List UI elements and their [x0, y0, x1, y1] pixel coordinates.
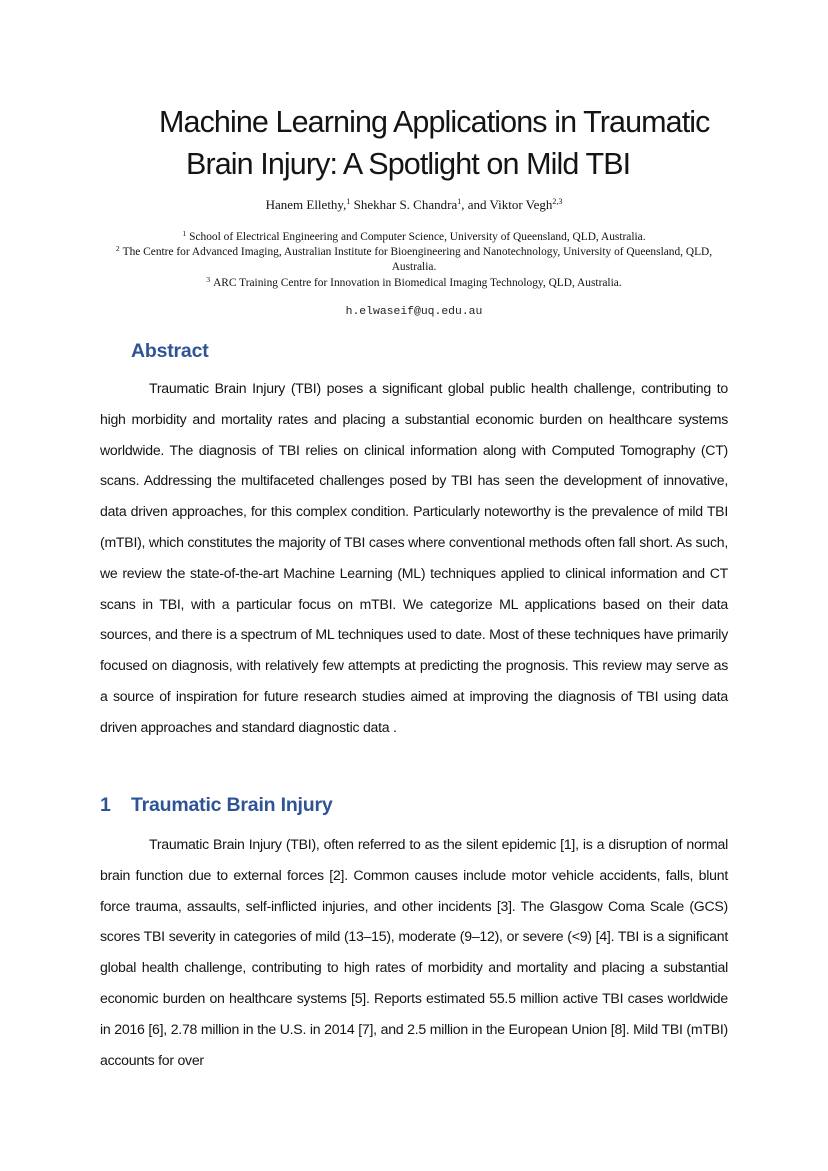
affiliation-number: 3 — [206, 274, 211, 284]
author-name: Shekhar S. Chandra — [353, 197, 458, 212]
abstract-paragraph — [100, 373, 728, 743]
affiliation-item — [96, 230, 732, 245]
paper-title-line-1: Machine Learning Applications in Traumatic — [159, 105, 710, 139]
abstract-heading: Abstract — [131, 340, 209, 362]
affiliation-text: School of Electrical Engineering and Computer Science, University of Queensland, QLD, Australia. — [189, 231, 646, 243]
affiliation-item — [96, 245, 732, 275]
section-heading — [100, 792, 333, 818]
section-paragraph — [100, 829, 728, 1075]
author-name: Hanem Ellethy, — [265, 197, 347, 212]
affiliation-item — [96, 276, 732, 291]
author-separator: , — [461, 197, 468, 212]
author-affiliation-mark: 1 — [346, 197, 351, 206]
paper-title-line-2: Brain Injury: A Spotlight on Mild TBI — [186, 147, 631, 181]
affiliation-text: ARC Training Centre for Innovation in Biomedical Imaging Technology, QLD, Australia. — [213, 276, 622, 289]
section-title: Traumatic Brain Injury — [131, 794, 333, 816]
contact-email[interactable]: h.elwaseif@uq.edu.au — [345, 306, 483, 318]
author-name: and Viktor Vegh — [467, 197, 553, 212]
affiliation-list — [96, 230, 732, 291]
author-affiliation-mark: 2,3 — [552, 197, 563, 206]
affiliation-text: The Centre for Advanced Imaging, Australian Institute for Bioengineering and Nanotechnology, University of Queensland, QLD, Australia. — [122, 246, 713, 274]
author-affiliation-mark: 1 — [457, 197, 462, 206]
section-number: 1 — [100, 794, 111, 816]
section-text: Traumatic Brain Injury (TBI), often referred to as the silent epidemic [1], is a disruption of normal brain function due to external forces [2]. Common causes include motor vehicle accidents, falls, blunt force trauma, assaults, self-inflicted injuries, and other incidents [3]. The Glasgow Coma Scale (GCS) scores TBI severity in categories of mild (13–15), moderate (9–12), or severe (<9) [4]. TBI is a significant global health challenge, contributing to high rates of morbidity and mortality and placing a substantial economic burden on healthcare systems [5]. Reports estimated 55.5 million active TBI cases worldwide in 2016 [6], 2.78 million in the U.S. in 2014 [7], and 2.5 million in the European Union [8]. Mild TBI (mTBI) accounts for over — [100, 836, 728, 1068]
paper-title — [100, 101, 740, 185]
author-list — [100, 197, 728, 213]
affiliation-number: 2 — [115, 244, 120, 254]
affiliation-number: 1 — [182, 229, 187, 238]
abstract-text: Traumatic Brain Injury (TBI) poses a significant global public health challenge, contributing to high morbidity and mortality rates and placing a substantial economic burden on healthcare systems worldwide. The diagnosis of TBI relies on clinical information along with Computed Tomography (CT) scans. Addressing the multifaceted challenges posed by TBI has seen the development of innovative, data driven approaches, for this complex condition. Particularly noteworthy is the prevalence of mild TBI (mTBI), which constitutes the majority of TBI cases where conventional methods often fall short. As such, we review the state-of-the-art Machine Learning (ML) techniques applied to clinical information and CT scans in TBI, with a particular focus on mTBI. We categorize ML applications based on their data sources, and there is a spectrum of ML techniques used to date. Most of these techniques have primarily focused on diagnosis, with relatively few attempts at predicting the prognosis. This review may serve as a source of inspiration for future research studies aimed at improving the diagnosis of TBI using data driven approaches and standard diagnostic data . — [100, 380, 728, 735]
